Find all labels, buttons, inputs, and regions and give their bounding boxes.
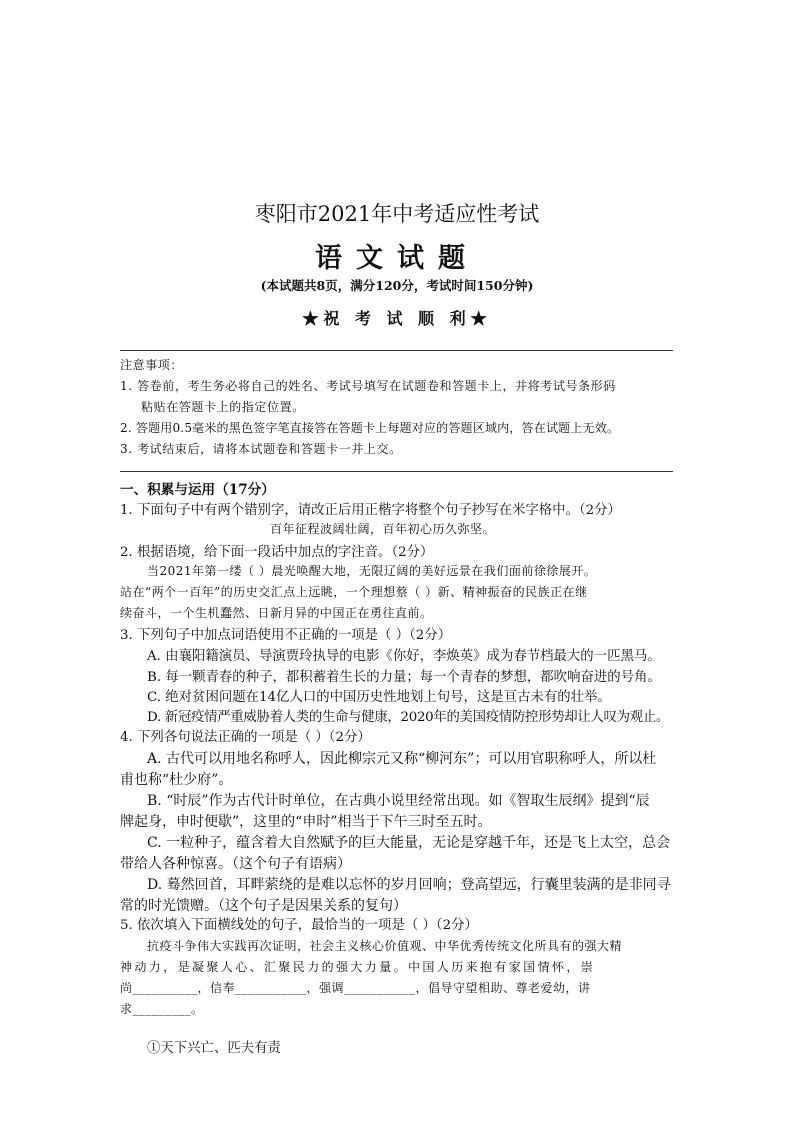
question-5-stem: 5. 依次填入下面横线处的句子，最恰当的一项是（ ）（2分） xyxy=(120,918,478,933)
question-4-text: 牌起身，申时便歇”，这里的“申时”相当于下午三时至五时。 xyxy=(120,814,492,830)
question-4-text: D. 蓦然回首，耳畔萦绕的是难以忘怀的岁月回响；登高望远，行囊里装满的是非同寻 xyxy=(147,877,671,893)
question-4-text: 带给人各种惊喜。（这个句子有语病） xyxy=(120,856,351,872)
notice-item: 2. 答题用0.5毫米的黑色签字笔直接答在答题卡上每题对应的答题区域内，答在试题上无效。 xyxy=(120,421,620,435)
question-4-text: 甫也称“杜少府”。 xyxy=(120,772,233,788)
question-4-stem: 4. 下列各句说法正确的一项是（ ）（2分） xyxy=(120,730,371,745)
exam-title: 枣阳市2021年中考适应性考试 xyxy=(254,202,540,226)
question-1-sentence: 百年征程波阔壮阔，百年初心历久弥坚。 xyxy=(270,522,496,536)
question-3-option: D. 新冠疫情严重威胁着人类的生命与健康，2020年的美国疫情防控形势却让人叹为观止。 xyxy=(147,710,670,725)
question-2-passage: 续奋斗，一个生机蠢然、日新月异的中国正在勇往直前。 xyxy=(120,606,433,620)
question-3-option: A. 由襄阳籍演员、导演贾玲执导的电影《你好，李焕英》成为春节档最大的一匹黑马。 xyxy=(147,649,661,664)
question-1-stem: 1. 下面句子中有两个错别字，请改正后用正楷字将整个句子抄写在米字格中。（2分） xyxy=(120,503,621,518)
notice-item: 3. 考试结束后，请将本试题卷和答题卡一并上交。 xyxy=(120,442,402,456)
question-4-text: A. 古代可以用地名称呼人，因此柳宗元又称“柳河东”；可以用官职称呼人，所以杜 xyxy=(147,751,657,767)
question-3-stem: 3. 下列句子中加点词语使用不正确的一项是（ ）（2分） xyxy=(120,628,452,643)
question-5-passage: 尚__________，信奉___________，强调___________，倡导守望相助、尊老爱幼，讲 xyxy=(120,981,591,995)
question-4-text: C. 一粒种子，蕴含着大自然赋予的巨大能量，无论是穿越千年，还是飞上太空，总会 xyxy=(147,835,671,851)
question-5-passage: 抗疫斗争伟大实践再次证明，社会主义核心价值观、中华优秀传统文化所具有的强大精 xyxy=(147,939,623,953)
question-5-passage: 神动力，是凝聚人心、汇聚民力的强大力量。中国人历来抱有家国情怀，崇 xyxy=(120,960,596,974)
question-2-passage: 当2021年第一缕（ ）晨光唤醒大地，无限辽阔的美好远景在我们面前徐徐展开。 xyxy=(147,564,597,578)
exam-info: (本试题共8页，满分120分，考试时间150分钟) xyxy=(260,278,534,293)
notice-item: 1. 答卷前，考生务必将自己的姓名、考试号填写在试题卷和答题卡上，并将考试号条形码 xyxy=(120,379,616,393)
section-divider xyxy=(120,471,673,472)
question-2-stem: 2. 根据语境，给下面一段话中加点的字注音。（2分） xyxy=(120,545,434,560)
question-2-passage: 站在“两个一百年”的历史交汇点上远眺，一个理想蔡（ ）新、精神振奋的民族正在继 xyxy=(120,585,588,599)
blessing-line: ★祝 考 试 顺 利★ xyxy=(302,309,492,328)
top-divider xyxy=(120,350,673,351)
section-heading: 一、积累与运用（17分） xyxy=(120,482,275,498)
question-5-option: ①天下兴亡、匹夫有责 xyxy=(147,1041,281,1056)
question-3-option: C. 绝对贫困问题在14亿人口的中国历史性地划上句号，这是亘古未有的壮举。 xyxy=(147,690,611,705)
question-5-passage: 求_________。 xyxy=(120,1002,204,1016)
subject-title: 语文试题 xyxy=(315,243,479,274)
question-3-option: B. 每一颗青春的种子，都积蓄着生长的力量；每一个青春的梦想，都吹响奋进的号角。 xyxy=(147,670,661,685)
question-4-text: 常的时光馈赠。（这个句子是因果关系的复句） xyxy=(120,898,407,914)
notice-title: 注意事项： xyxy=(120,358,184,372)
notice-item: 粘贴在答题卡上的指定位置。 xyxy=(141,400,305,414)
question-4-text: B. “时辰”作为古代计时单位，在古典小说里经常出现。如《智取生辰纲》提到“辰 xyxy=(147,793,650,809)
